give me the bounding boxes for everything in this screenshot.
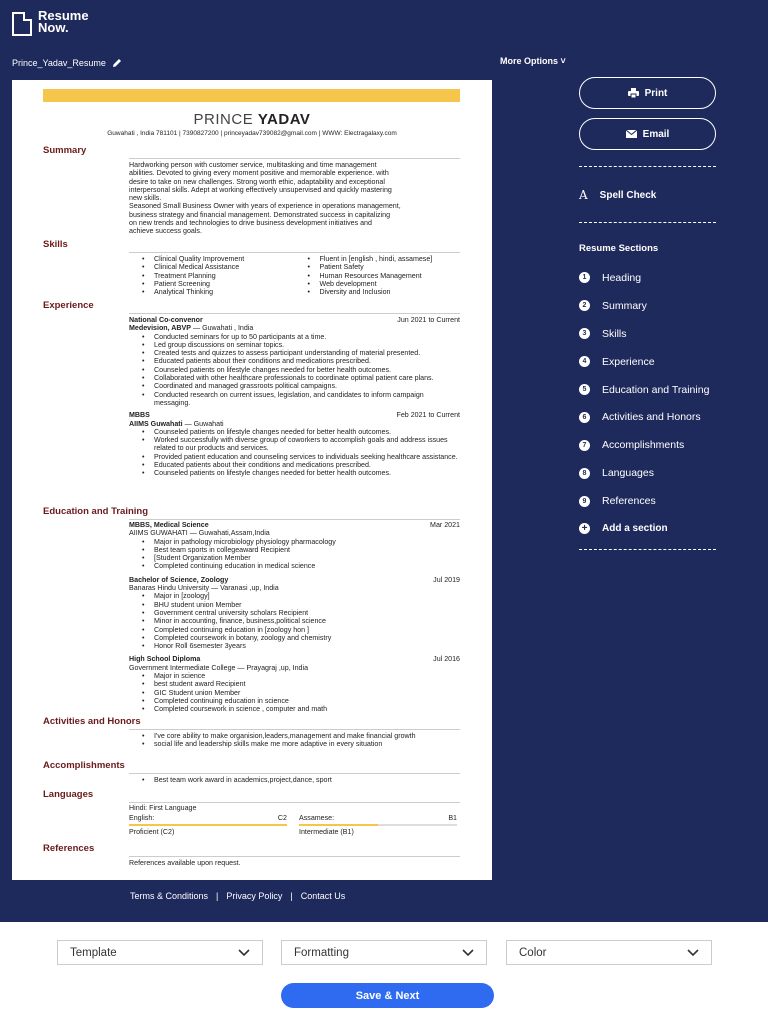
print-button[interactable] [579, 77, 716, 109]
degree-header [129, 576, 460, 584]
job-org: Medevision, ABVP [129, 324, 192, 333]
summary-line: desire to take on new challenges. Strong worth ethic, adaptability and exceptional [129, 177, 385, 186]
language-proficiency-bar [129, 824, 287, 826]
education-bullet: • Major in pathology microbiology physiology pharmacology [129, 538, 460, 546]
skill-item: • Web development [295, 280, 461, 288]
summary-line: abilities. Devoted to giving every moment positive and memorable experience. with [129, 169, 389, 178]
education-bullet: • Honor Roll 6semester 3years [129, 642, 460, 650]
job-bullet: • Collaborated with other healthcare professionals to coordinate optimal patient care plans. [129, 374, 460, 382]
skill-item: • Analytical Thinking [129, 288, 295, 296]
summary-line: Seasoned Small Business Owner with years of experience in operations management, [129, 202, 401, 211]
section-label: Languages [602, 467, 654, 480]
template-dropdown[interactable] [57, 940, 263, 965]
skill-item: • Treatment Planning [129, 272, 295, 280]
resume-filename[interactable] [12, 58, 122, 68]
education-bullet: • best student award Recipient [129, 680, 460, 688]
education-bullet: • Completed continuing education in science [129, 697, 460, 705]
privacy-link[interactable]: Privacy Policy [226, 891, 283, 901]
skill-item: • Clinical Medical Assistance [129, 263, 295, 271]
language-row [129, 814, 287, 822]
job-location: — Guwahati , India [191, 324, 254, 333]
section-number-icon: 8 [579, 468, 590, 479]
section-label: References [602, 495, 656, 508]
language-name: English: [129, 814, 155, 823]
more-options-menu[interactable] [500, 56, 566, 66]
add-section-button[interactable] [579, 515, 709, 543]
job-bullet: • Created tests and quizzes to assess participant understanding of material presented. [129, 349, 460, 357]
language-item [299, 814, 457, 836]
logo-line-2: Now. [38, 20, 69, 35]
language-description: Proficient (C2) [129, 827, 175, 836]
language-proficiency-bar [299, 824, 457, 826]
degree-header [129, 521, 460, 529]
summary-line: new skills. [129, 194, 162, 203]
chevron-down-icon [687, 949, 699, 957]
divider [129, 158, 460, 159]
school-name: Banaras Hindu University — Varanasi ,up, India [129, 584, 279, 593]
resume-preview[interactable] [12, 80, 492, 880]
section-number-icon: 2 [579, 300, 590, 311]
chevron-down-icon [238, 949, 250, 957]
job-bullet: • Led group discussions on seminar topics. [129, 341, 460, 349]
school-name: AIIMS GUWAHATI — Guwahati,Assam,India [129, 529, 270, 538]
degree-title: High School Diploma [129, 655, 201, 664]
skill-item: • Patient Safety [295, 263, 461, 271]
separator: | [290, 891, 293, 901]
education-bullet: • Completed coursework in science , computer and math [129, 705, 460, 713]
job-date: Feb 2021 to Current [396, 411, 460, 420]
job-bullet: • Counseled patients on lifestyle changes needed for better health outcomes. [129, 366, 460, 374]
printer-icon [628, 88, 639, 98]
job-bullet: • Educated patients about their conditions and medications prescribed. [129, 357, 460, 365]
education-bullet: • GIC Student union Member [129, 689, 460, 697]
education-bullet: • Major in [zoology] [129, 592, 460, 600]
section-label: Heading [602, 271, 642, 284]
candidate-name [12, 112, 492, 128]
spell-check-button[interactable] [579, 188, 656, 202]
section-number-icon: 3 [579, 328, 590, 339]
degree-title: MBBS, Medical Science [129, 521, 209, 529]
skill-item: • Human Resources Management [295, 272, 461, 280]
school-name: Government Intermediate College — Prayagraj ,up, India [129, 663, 309, 672]
section-label: Experience [602, 355, 655, 368]
degree-title: Bachelor of Science, Zoology [129, 575, 229, 584]
education-bullet: • Completed continuing education in [zoology hon ] [129, 626, 460, 634]
activity-item: • I've core ability to make organision,leaders,management and make financial growth [129, 732, 460, 740]
section-item[interactable] [579, 403, 709, 431]
save-next-label: Save & Next [355, 989, 420, 1002]
job-date: Jun 2021 to Current [397, 316, 460, 324]
section-item[interactable] [579, 487, 709, 515]
section-item[interactable] [579, 459, 709, 487]
skills-list [129, 255, 460, 296]
job-bullet: • Conducted seminars for up to 50 participants at a time. [129, 333, 460, 341]
skills-title: Skills [43, 239, 68, 250]
job-header [129, 411, 460, 419]
education-bullet: • [Student Organization Member [129, 554, 460, 562]
first-name: PRINCE [193, 111, 254, 128]
section-label: Activities and Honors [602, 411, 701, 424]
degree-date: Jul 2016 [433, 655, 460, 664]
activities-list [129, 732, 460, 749]
divider [129, 802, 460, 803]
activities-title: Activities and Honors [43, 716, 141, 727]
pencil-icon[interactable] [112, 58, 122, 68]
bottom-toolbar [0, 922, 768, 1024]
job-entry [129, 316, 460, 407]
accomplishment-item: • Best team work award in academics,project,dance, sport [129, 776, 460, 784]
skill-item: • Diversity and Inclusion [295, 288, 461, 296]
education-bullets [129, 592, 460, 650]
degree-header [129, 655, 460, 663]
degree-date: Mar 2021 [430, 521, 460, 529]
language-level: C2 [277, 814, 287, 823]
skill-item: • Fluent in [english , hindi, assamese] [295, 255, 461, 263]
education-title: Education and Training [43, 506, 149, 517]
section-item[interactable] [579, 264, 709, 292]
chevron-down-icon [462, 949, 474, 957]
native-language: Hindi: First Language [129, 804, 197, 812]
divider [129, 252, 460, 253]
section-number-icon: 9 [579, 496, 590, 507]
languages-list [129, 804, 460, 836]
education-bullet: • Best team sports in collegeaward Recipient [129, 546, 460, 554]
summary-line: achieve success goals. [129, 227, 202, 236]
language-item [129, 814, 287, 836]
accomplishments-title: Accomplishments [43, 760, 125, 771]
envelope-icon [626, 130, 637, 138]
language-proficiency-fill [129, 824, 287, 826]
education-bullet: • Minor in accounting, finance, business,political science [129, 617, 460, 625]
education-bullet: • Completed coursework in botany, zoology and chemistry [129, 634, 460, 642]
job-bullets [129, 333, 460, 408]
job-bullet: • Counseled patients on lifestyle changes needed for better health outcomes. [129, 428, 460, 436]
email-button[interactable] [579, 118, 716, 150]
separator: | [216, 891, 219, 901]
logo-line-1: Resume [38, 8, 89, 23]
summary-title: Summary [43, 145, 87, 156]
divider [129, 856, 460, 857]
section-label: Skills [602, 327, 627, 340]
job-org-line [129, 420, 460, 428]
job-location: — Guwahati [182, 419, 224, 428]
terms-link[interactable]: Terms & Conditions [130, 891, 209, 901]
divider [129, 729, 460, 730]
language-name: Assamese: [299, 814, 335, 823]
experience-list [129, 316, 460, 482]
section-label: Education and Training [602, 383, 710, 396]
template-label: Template [70, 946, 117, 959]
job-title: MBBS [129, 411, 150, 420]
chevron-down-icon: ˅ [560, 56, 566, 66]
education-bullet: • Completed continuing education in medical science [129, 562, 460, 570]
language-level: B1 [448, 814, 457, 823]
education-entry [129, 655, 460, 713]
section-item[interactable] [579, 292, 709, 320]
section-number-icon: 4 [579, 356, 590, 367]
education-list [129, 521, 460, 719]
divider [579, 166, 716, 167]
document-icon [12, 12, 32, 36]
contact-link[interactable]: Contact Us [300, 891, 346, 901]
activity-item: • social life and leadership skills make me more adaptive in every situation [129, 740, 460, 748]
formatting-label: Formatting [294, 946, 349, 959]
section-label: Accomplishments [602, 439, 685, 452]
language-row [299, 814, 457, 822]
skill-item: • Patient Screening [129, 280, 295, 288]
job-bullet: • Provided patient education and counseling services to individuals seeking healthcare assistance. [129, 453, 460, 461]
education-bullet: • Government central university scholars Recipient [129, 609, 460, 617]
summary-line: business strategy and financial management. Demonstrated success in capitalizing [129, 210, 391, 219]
header-accent-bar [43, 89, 460, 102]
divider [579, 222, 716, 223]
education-entry [129, 521, 460, 571]
plus-icon: + [579, 523, 590, 534]
divider [129, 313, 460, 314]
footer-links [130, 891, 345, 901]
more-options-label: More Options [500, 56, 558, 66]
education-entry [129, 576, 460, 651]
accomplishments-list [129, 776, 460, 784]
job-bullet: • Conducted research on current issues, legislation, and candidates to inform campaign messaging. [129, 391, 460, 408]
add-section-label: Add a section [602, 523, 668, 535]
language-description: Intermediate (B1) [299, 827, 354, 836]
color-label: Color [519, 946, 547, 959]
summary-line: on new trends and technologies to drive business development initiatives and [129, 219, 372, 228]
languages-title: Languages [43, 789, 94, 800]
job-bullet: • Worked successfully with diverse group of coworkers to accomplish goals and address issues related to our products and services. [129, 436, 460, 453]
resume-sections-list [579, 264, 709, 543]
job-entry [129, 411, 460, 477]
divider [579, 549, 716, 550]
job-bullet: • Counseled patients on lifestyle changes needed for better health outcomes. [129, 469, 460, 477]
language-proficiency-fill [299, 824, 378, 826]
section-item[interactable] [579, 320, 709, 348]
job-bullet: • Educated patients about their conditions and medications prescribed. [129, 461, 460, 469]
last-name: YADAV [257, 111, 311, 128]
skill-item: • Clinical Quality Improvement [129, 255, 295, 263]
section-number-icon: 6 [579, 412, 590, 423]
filename-text: Prince_Yadav_Resume [12, 58, 106, 68]
section-label: Summary [602, 299, 647, 312]
education-bullets [129, 538, 460, 571]
job-title: National Co-convenor [129, 316, 203, 324]
app-logo[interactable] [12, 10, 89, 36]
summary-text [129, 161, 460, 236]
color-dropdown[interactable] [506, 940, 712, 965]
section-number-icon: 5 [579, 384, 590, 395]
summary-line: Hardworking person with customer service, multitasking and time management [129, 161, 377, 169]
references-text: References available upon request. [129, 859, 241, 867]
spell-check-icon: A [579, 188, 588, 202]
email-label: Email [642, 128, 670, 140]
job-bullet: • Coordinated and managed grassroots political campaigns. [129, 382, 460, 390]
divider [129, 519, 460, 520]
job-org-line [129, 324, 460, 332]
contact-line: Guwahati , India 781101 | 7390827200 | princeyadav739082@gmail.com | WWW: Electragalaxy.com [107, 130, 397, 137]
save-next-button[interactable] [281, 983, 494, 1008]
education-bullet: • Major in science [129, 672, 460, 680]
job-org: AIIMS Guwahati [129, 419, 183, 428]
job-header [129, 316, 460, 324]
summary-line: interpersonal skills. Adept at working effectively unsupervised and quickly mastering [129, 185, 392, 194]
section-item[interactable] [579, 348, 709, 376]
divider [129, 773, 460, 774]
experience-title: Experience [43, 300, 94, 311]
section-number-icon: 1 [579, 272, 590, 283]
job-bullets [129, 428, 460, 478]
spell-check-label: Spell Check [599, 189, 657, 201]
print-label: Print [644, 87, 668, 99]
section-number-icon: 7 [579, 440, 590, 451]
education-bullet: • BHU student union Member [129, 601, 460, 609]
resume-sections-title: Resume Sections [579, 243, 659, 254]
formatting-dropdown[interactable] [281, 940, 487, 965]
references-title: References [43, 843, 95, 854]
degree-date: Jul 2019 [433, 575, 460, 584]
education-bullets [129, 672, 460, 713]
section-item[interactable] [579, 431, 709, 459]
section-item[interactable] [579, 376, 709, 404]
